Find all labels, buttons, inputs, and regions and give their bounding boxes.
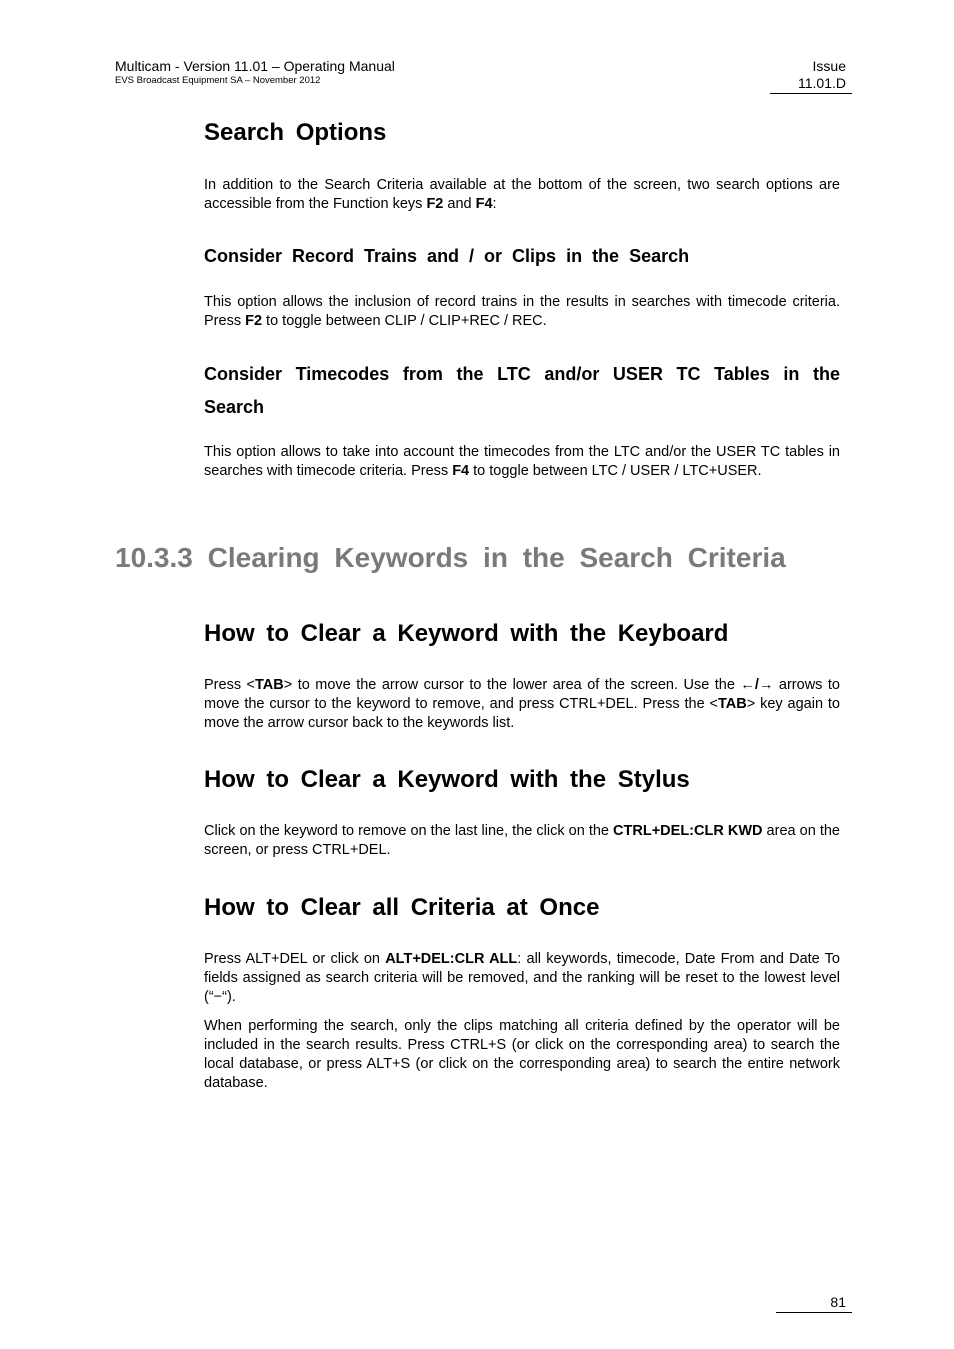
manual-title: Multicam - Version 11.01 – Operating Manual: [115, 58, 395, 74]
heading-clear-keyboard: How to Clear a Keyword with the Keyboard: [204, 620, 729, 647]
heading-clear-all: How to Clear all Criteria at Once: [204, 894, 600, 921]
paragraph-clear-all: Press ALT+DEL or click on ALT+DEL:CLR ALL: all keywords, timecode, Date From and Date To fields assigned as search criteria will be removed, and the ranking will be reset to the lowest level (“−“).: [204, 951, 840, 1005]
page-number: 81: [776, 1293, 852, 1313]
heading-clear-stylus: How to Clear a Keyword with the Stylus: [204, 766, 690, 793]
issue-box: [770, 58, 852, 94]
issue-label: Issue: [812, 58, 846, 74]
heading-search-options: Search Options: [204, 119, 387, 146]
paragraph-search-options-intro: In addition to the Search Criteria available at the bottom of the screen, two search options are accessible from the Function keys F2 and F4:: [204, 177, 840, 212]
page-header: [115, 58, 395, 87]
paragraph-clear-keyboard: Press <TAB> to move the arrow cursor to the lower area of the screen. Use the ←/→ arrows to move the cursor to the keyword to remove, and press CTRL+DEL. Press the <TAB> key again to move the arrow cursor back to the keywords list.: [204, 677, 840, 731]
paragraph-record-trains: This option allows the inclusion of record trains in the results in searches with timecode criteria. Press F2 to toggle between CLIP / CLIP+REC / REC.: [204, 294, 840, 329]
heading-timecodes: Consider Timecodes from the LTC and/or USER TC Tables in the Search: [204, 364, 840, 417]
paragraph-clear-stylus: Click on the keyword to remove on the last line, the click on the CTRL+DEL:CLR KWD area on the screen, or press CTRL+DEL.: [204, 823, 840, 858]
heading-record-trains: Consider Record Trains and / or Clips in the Search: [204, 246, 690, 266]
section-heading-clearing: 10.3.3 Clearing Keywords in the Search Criteria: [115, 542, 786, 573]
issue-number: 11.01.D: [798, 75, 846, 91]
paragraph-search-behavior: When performing the search, only the clips matching all criteria defined by the operator will be included in the search results. Press CTRL+S (or click on the corresponding area) to search the local database, or press ALT+S (or click on the corresponding area) to search the entire network database.: [204, 1018, 840, 1091]
paragraph-timecodes: This option allows to take into account the timecodes from the LTC and/or the USER TC tables in searches with timecode criteria. Press F4 to toggle between LTC / USER / LTC+USER.: [204, 444, 840, 479]
manual-subtitle: EVS Broadcast Equipment SA – November 2012: [115, 75, 321, 86]
